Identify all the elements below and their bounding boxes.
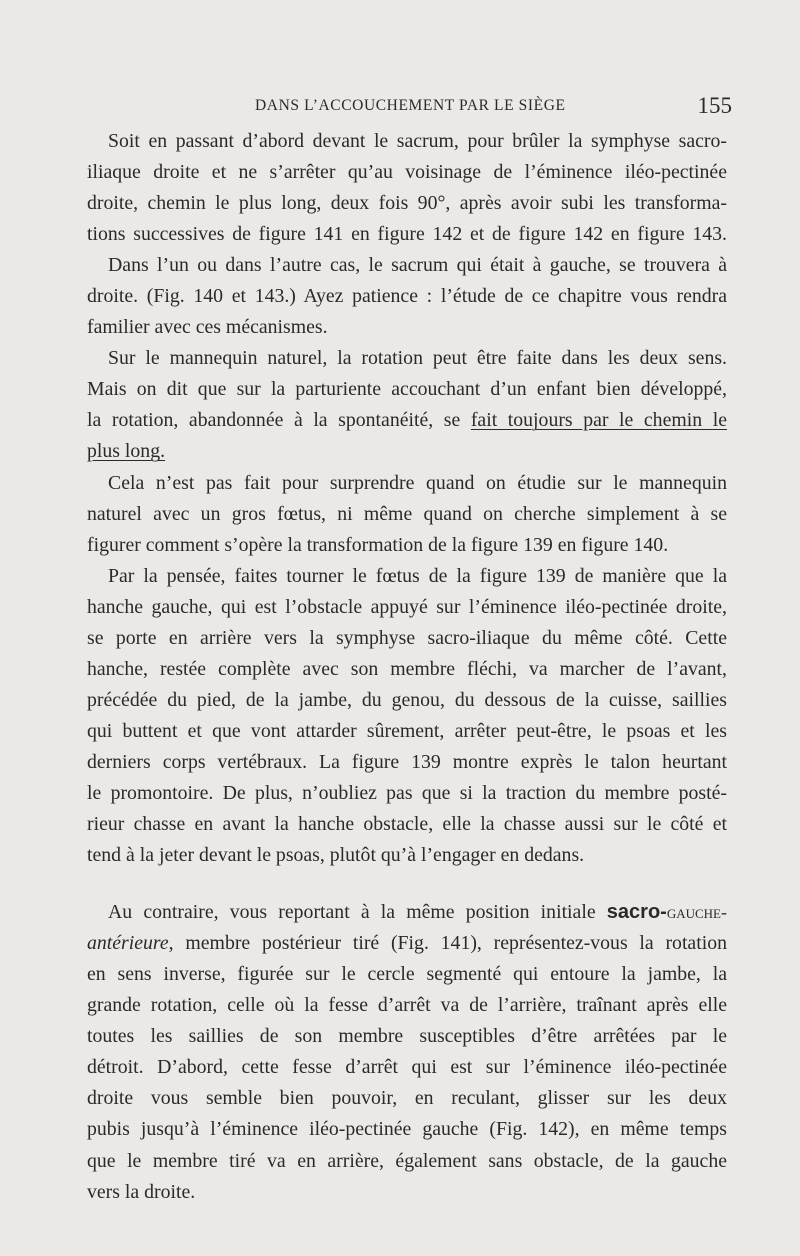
text-line: vers la droite. xyxy=(87,1180,196,1203)
text-segment: Au contraire, vous reportant à la même position initiale xyxy=(108,901,607,924)
text-line-mixed xyxy=(87,897,727,928)
text-line: Sur le mannequin naturel, la rotation peut être faite dans les deux sens. xyxy=(108,347,727,370)
paragraph-gap xyxy=(87,871,727,897)
page-header xyxy=(255,93,732,121)
text-line: que le membre tiré va en arrière, également sans obstacle, de la gauche xyxy=(87,1149,727,1172)
text-line-mixed xyxy=(87,928,727,959)
text-line-underlined xyxy=(87,436,727,467)
underlined-text: plus long. xyxy=(87,440,166,463)
text-line: naturel avec un gros fœtus, ni même quand on cherche simplement à se xyxy=(87,502,727,525)
text-line: précédée du pied, de la jambe, du genou, du dessous de la cuisse, saillies xyxy=(87,688,727,711)
text-line: familier avec ces mécanismes. xyxy=(87,316,328,339)
italic-term: antérieure xyxy=(87,932,169,955)
text-line: le promontoire. De plus, n’oubliez pas que si la traction du membre posté- xyxy=(87,781,727,804)
text-line: Par la pensée, faites tourner le fœtus de la figure 139 de manière que la xyxy=(108,564,727,587)
text-line: Dans l’un ou dans l’autre cas, le sacrum qui était à gauche, se trouvera à xyxy=(108,254,727,277)
page-number: 155 xyxy=(697,93,732,118)
text-body xyxy=(87,126,727,1208)
position-term: gauche- xyxy=(666,902,727,923)
text-line: rieur chasse en avant la hanche obstacle, elle la chasse aussi sur le côté et xyxy=(87,813,727,836)
text-line: droite. (Fig. 140 et 143.) Ayez patience : l’étude de ce chapitre vous rendra xyxy=(87,285,727,308)
text-line: iliaque droite et ne s’arrêter qu’au voisinage de l’éminence iléo-pectinée xyxy=(87,161,727,184)
text-line: pubis jusqu’à l’éminence iléo-pectinée gauche (Fig. 142), en même temps xyxy=(87,1118,727,1141)
text-line: se porte en arrière vers la symphyse sacro-iliaque du même côté. Cette xyxy=(87,626,727,649)
text-line: détroit. D’abord, cette fesse d’arrêt qui est sur l’éminence iléo-pectinée xyxy=(87,1056,727,1079)
text-line: grande rotation, celle où la fesse d’arrêt va de l’arrière, traînant après elle xyxy=(87,994,727,1017)
text-segment: la rotation, abandonnée à la spontanéité, se xyxy=(87,409,471,432)
text-line: figurer comment s’opère la transformation de la figure 139 en figure 140. xyxy=(87,533,669,556)
text-line: tend à la jeter devant le psoas, plutôt qu’à l’engager en dedans. xyxy=(87,844,585,867)
text-line: Mais on dit que sur la parturiente accouchant d’un enfant bien développé, xyxy=(87,378,727,401)
text-line: droite vous semble bien pouvoir, en reculant, glisser sur les deux xyxy=(87,1087,727,1110)
text-line: hanche gauche, qui est l’obstacle appuyé sur l’éminence iléo-pectinée droite, xyxy=(87,595,727,618)
text-line: en sens inverse, figurée sur le cercle segmenté qui entoure la jambe, la xyxy=(87,963,727,986)
text-segment: , membre postérieur tiré (Fig. 141), représentez-vous la rotation xyxy=(168,932,727,955)
underlined-text: fait toujours par le chemin le xyxy=(470,409,727,432)
text-line: qui buttent et que vont attarder sûrement, arrêter peut-être, le psoas et les xyxy=(87,719,727,742)
text-line: derniers corps vertébraux. La figure 139 montre exprès le talon heurtant xyxy=(87,750,727,773)
running-title: DANS L’ACCOUCHEMENT PAR LE SIÈGE xyxy=(255,97,566,114)
text-line: Cela n’est pas fait pour surprendre quand on étudie sur le mannequin xyxy=(108,471,727,494)
text-line: droite, chemin le plus long, deux fois 90°, après avoir subi les transforma- xyxy=(87,192,727,215)
text-line-underlined xyxy=(87,405,727,436)
text-line: hanche, restée complète avec son membre fléchi, va marcher de l’avant, xyxy=(87,657,727,680)
text-line: Soit en passant d’abord devant le sacrum, pour brûler la symphyse sacro- xyxy=(108,130,727,152)
position-term: sacro- xyxy=(606,901,667,924)
text-line: toutes les saillies de son membre susceptibles d’être arrêtées par le xyxy=(87,1025,727,1048)
text-line: tions successives de figure 141 en figure 142 et de figure 142 en figure 143. xyxy=(87,223,727,246)
